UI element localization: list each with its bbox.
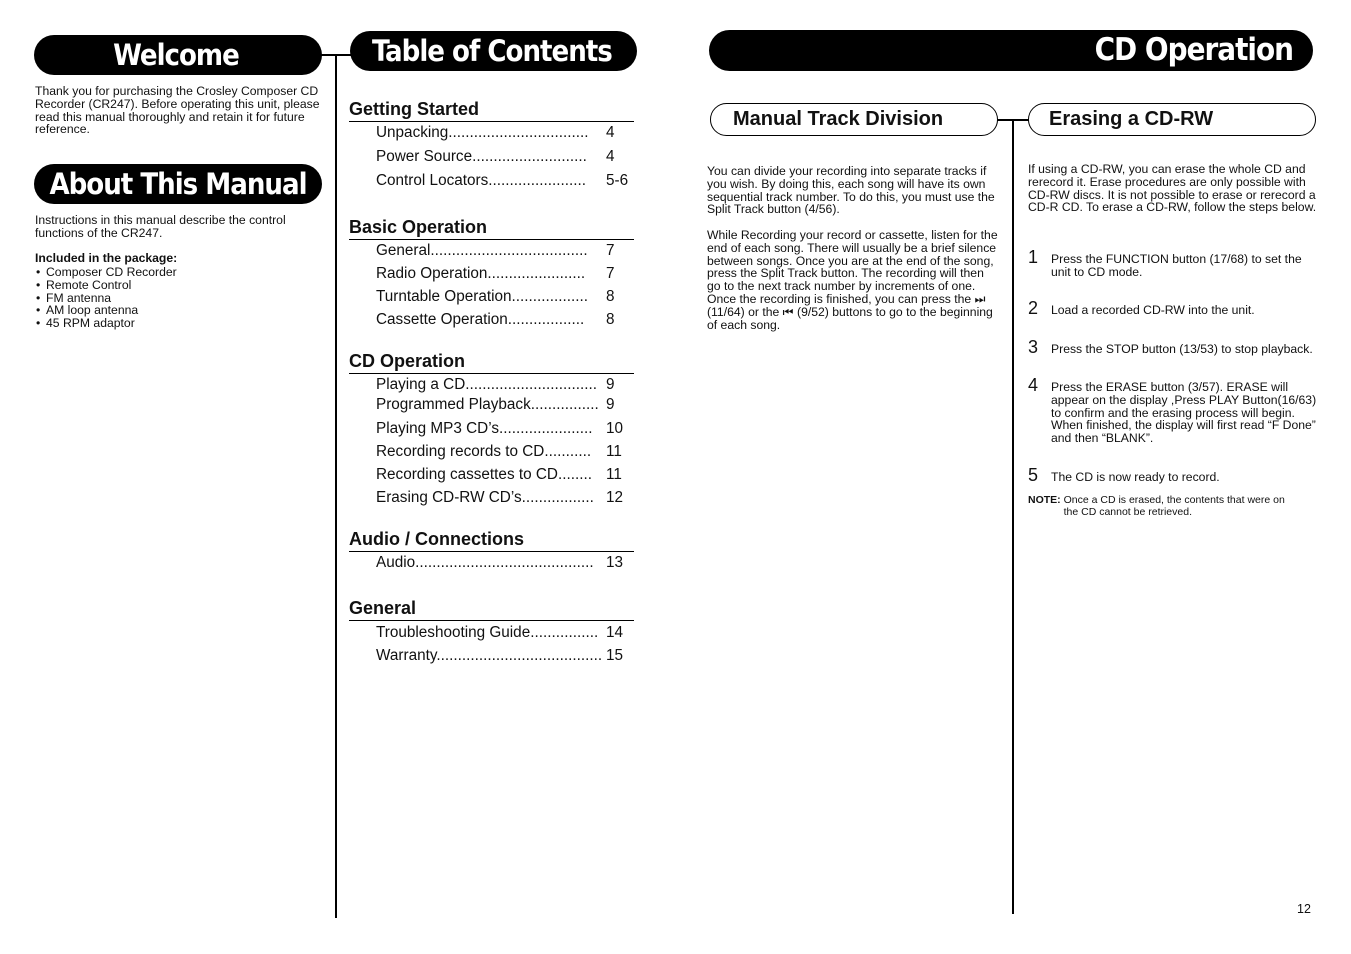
note-text: Once a CD is erased, the contents that were on the CD cannot be retrieved. [1063,494,1285,519]
toc-entry-page: 8 [606,288,615,305]
step-number: 4 [1028,375,1039,395]
toc-heading-cd-operation: CD Operation [349,350,634,374]
toc-entry-page: 14 [606,624,624,641]
package-heading: Included in the package: [35,251,178,265]
toc-entry-page: 7 [606,265,615,282]
toc-heading-audio-connections: Audio / Connections [349,528,634,552]
toc-entry-label: Unpacking................................. [376,124,589,141]
skip-forward-icon: ⏭ [974,291,986,306]
toc-entry-label: Recording records to CD........... [376,443,592,460]
toc-entry[interactable] [376,554,594,572]
toc-entry-label: Audio.......................................... [376,554,594,571]
toc-entry[interactable] [376,376,597,394]
toc-entry-label: Playing MP3 CD’s...................... [376,420,593,437]
toc-entry-page: 9 [606,396,615,413]
toc-entry-label: Cassette Operation.................. [376,311,585,328]
toc-entry[interactable] [376,265,585,283]
toc-entry-page: 10 [606,420,624,437]
toc-entry[interactable] [376,466,592,484]
step-text: Press the FUNCTION button (17/68) to set the unit to CD mode. [1051,252,1302,279]
toc-heading-basic-operation: Basic Operation [349,216,634,240]
toc-entry-page: 7 [606,242,615,259]
step-number: 5 [1028,465,1039,485]
toc-entry[interactable] [376,396,599,414]
cd-operation-title-banner [709,30,1313,71]
column-divider [1012,119,1014,914]
toc-entry-label: Warranty....................................... [376,647,603,664]
step-number: 3 [1028,337,1039,357]
about-text: Instructions in this manual describe the control functions of the CR247. [35,213,286,240]
manual-paragraph-1: You can divide your recording into separate tracks if you wish. By doing this, each song will have its own sequential track number. To do this, you must use the Split Track button (4/56). [707,164,995,217]
toc-entry[interactable] [376,443,591,461]
erase-intro: If using a CD-RW, you can erase the whole CD and rerecord it. Erase procedures are only possible with CD-RW discs. It is not possible to erase or rerecord a CD-R CD. To erase a CD-RW, follow the steps below. [1028,162,1317,215]
toc-entry[interactable] [376,624,598,642]
toc-entry-label: Control Locators....................... [376,172,586,189]
toc-entry-page: 5-6 [606,172,629,189]
about-title: About This Manual [49,167,307,201]
toc-entry-label: Playing a CD............................... [376,376,598,393]
toc-entry[interactable] [376,420,593,438]
toc-entry-page: 13 [606,554,624,571]
list-item: • FM antenna [35,292,177,305]
toc-title-banner [350,31,637,71]
toc-entry[interactable] [376,242,588,260]
toc-entry-page: 4 [606,148,615,165]
toc-entry-label: Turntable Operation.................. [376,288,588,305]
toc-entry-label: Radio Operation....................... [376,265,586,282]
toc-entry-page: 8 [606,311,615,328]
list-item: • Composer CD Recorder [35,266,177,279]
step-text: Press the ERASE button (3/57). ERASE will appear on the display ,Press PLAY Button(16/63) to confirm and the erasing process will begin. When finished, the display will first read “F Done” and then “BLANK”. [1051,380,1317,446]
toc-entry-label: Troubleshooting Guide................ [376,624,599,641]
toc-heading-general: General [349,597,634,621]
section-title: Manual Track Division [733,108,944,130]
skip-back-icon: ⏮ [782,304,794,319]
list-item: • 45 RPM adaptor [35,317,177,330]
toc-entry[interactable] [376,311,584,329]
toc-entry[interactable] [376,148,587,166]
toc-entry-page: 15 [606,647,624,664]
welcome-text: Thank you for purchasing the Crosley Composer CD Recorder (CR247). Before operating this unit, please read this manual thoroughly and retain it for future reference. [35,84,320,137]
toc-entry[interactable] [376,124,589,142]
toc-entry-page: 12 [606,489,624,506]
page-title: CD Operation [1094,32,1293,68]
welcome-title-banner [34,35,322,75]
column-divider [335,54,337,918]
toc-title: Table of Contents [372,34,612,68]
toc-entry[interactable] [376,288,588,306]
note-label: NOTE: [1028,494,1061,506]
toc-entry-page: 11 [606,443,622,460]
step-text: Press the STOP button (13/53) to stop playback. [1051,342,1313,356]
paragraph-text: (11/64) or the [707,304,783,319]
page-number: 12 [1297,902,1311,916]
note [1028,494,1318,519]
step-number: 2 [1028,298,1039,318]
toc-entry-label: Power Source........................... [376,148,587,165]
step-number: 1 [1028,247,1039,267]
toc-entry-page: 11 [606,466,622,483]
list-item: • Remote Control [35,279,177,292]
toc-entry-label: General..................................... [376,242,588,259]
toc-entry[interactable] [376,172,586,190]
toc-entry-page: 4 [606,124,615,141]
list-item: • AM loop antenna [35,304,177,317]
manual-track-division-header [710,103,998,136]
toc-heading-getting-started: Getting Started [349,98,634,122]
manual-paragraph-2 [707,229,999,331]
toc-entry-label: Erasing CD-RW CD’s................. [376,489,594,506]
toc-entry-page: 9 [606,376,615,393]
paragraph-text: While Recording your record or cassette, listen for the end of each song. There will usually be a brief silence between songs. Once you are at the end of the song, press the Split Track button. The recording will then go to the next track number by increments of one. Once the recording is finished, you can press the [707,228,998,306]
section-title: Erasing a CD-RW [1049,108,1214,130]
package-list [35,266,177,330]
step-text: The CD is now ready to record. [1051,470,1220,484]
about-title-banner [34,164,322,204]
toc-entry[interactable] [376,489,594,507]
paragraph-text: (9/52) buttons to go to the beginning of each song. [707,304,993,332]
toc-entry[interactable] [376,647,602,665]
erasing-cd-rw-header [1028,103,1316,136]
welcome-title: Welcome [113,38,239,72]
toc-entry-label: Recording cassettes to CD........ [376,466,592,483]
toc-entry-label: Programmed Playback................ [376,396,599,413]
step-text: Load a recorded CD-RW into the unit. [1051,303,1255,317]
